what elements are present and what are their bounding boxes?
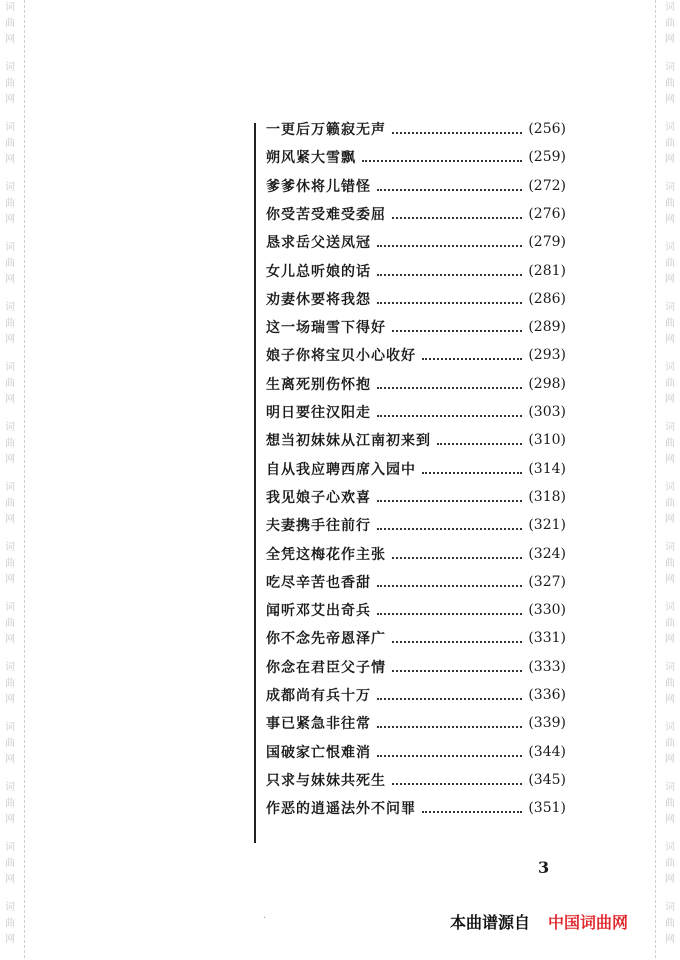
toc-dot-leader: [392, 639, 522, 643]
watermark-glyph: 词: [665, 782, 675, 793]
toc-entry[interactable]: [266, 684, 566, 706]
watermark-glyph: 网: [665, 874, 675, 885]
watermark-stack: [660, 60, 680, 108]
toc-entry-page: (331): [528, 630, 566, 647]
watermark-stack: [0, 540, 20, 588]
watermark-glyph: 曲: [665, 858, 675, 869]
watermark-glyph: 曲: [665, 918, 675, 929]
watermark-stack: [0, 900, 20, 948]
watermark-glyph: 曲: [5, 258, 15, 269]
watermark-glyph: 网: [665, 814, 675, 825]
toc-dot-leader: [392, 555, 522, 559]
watermark-glyph: 曲: [665, 78, 675, 89]
watermark-glyph: 词: [5, 242, 15, 253]
toc-entry-title: 夫妻携手往前行: [266, 518, 371, 535]
watermark-glyph: 词: [665, 542, 675, 553]
toc-entry[interactable]: [266, 231, 566, 253]
watermark-glyph: 词: [5, 302, 15, 313]
toc-entry-page: (314): [528, 460, 566, 477]
toc-entry[interactable]: [266, 401, 566, 423]
watermark-glyph: 网: [665, 334, 675, 345]
watermark-glyph: 网: [5, 214, 15, 225]
watermark-stack: [0, 300, 20, 348]
toc-entry-title: 女儿总听娘的话: [266, 263, 371, 280]
watermark-glyph: 曲: [665, 498, 675, 509]
watermark-glyph: 网: [5, 334, 15, 345]
toc-dot-leader: [377, 724, 522, 728]
toc-entry-title: 劝妻休要将我怨: [266, 291, 371, 308]
toc-entry-page: (286): [528, 290, 566, 307]
watermark-stack: [660, 0, 680, 48]
toc-entry-title: 你不念先帝恩泽广: [266, 631, 386, 648]
toc-dot-leader: [377, 385, 522, 389]
watermark-stack: [660, 600, 680, 648]
toc-entry-title: 只求与妹妹共死生: [266, 772, 386, 789]
watermark-glyph: 网: [5, 814, 15, 825]
toc-entry-page: (276): [528, 205, 566, 222]
toc-entry-page: (298): [528, 375, 566, 392]
watermark-stack: [0, 720, 20, 768]
watermark-glyph: 曲: [5, 18, 15, 29]
toc-entry-page: (344): [528, 743, 566, 760]
watermark-stack: [660, 840, 680, 888]
toc-dot-leader: [392, 781, 522, 785]
watermark-glyph: 词: [665, 842, 675, 853]
toc-entry-title: 作恶的逍遥法外不问罪: [266, 801, 416, 818]
watermark-glyph: 曲: [5, 198, 15, 209]
watermark-glyph: 词: [5, 662, 15, 673]
watermark-glyph: 词: [665, 242, 675, 253]
toc-entry-title: 恳求岳父送凤冠: [266, 235, 371, 252]
toc-entry-title: 朔风紧大雪飘: [266, 150, 356, 167]
toc-entry-page: (318): [528, 488, 566, 505]
watermark-stack: [660, 780, 680, 828]
toc-entry-title: 国破家亡恨难消: [266, 744, 371, 761]
watermark-glyph: 词: [665, 662, 675, 673]
toc-entry-title: 我见娘子心欢喜: [266, 489, 371, 506]
watermark-glyph: 网: [665, 94, 675, 105]
watermark-glyph: 网: [665, 34, 675, 45]
toc-dot-leader: [377, 243, 522, 247]
watermark-glyph: 词: [5, 782, 15, 793]
watermark-glyph: 词: [5, 542, 15, 553]
watermark-stack: [660, 120, 680, 168]
watermark-stack: [0, 360, 20, 408]
watermark-glyph: 曲: [665, 438, 675, 449]
watermark-stack: [660, 300, 680, 348]
watermark-glyph: 词: [5, 482, 15, 493]
toc-entry-page: (293): [528, 347, 566, 364]
watermark-glyph: 曲: [5, 138, 15, 149]
watermark-glyph: 曲: [665, 678, 675, 689]
toc-entry-page: (327): [528, 573, 566, 590]
toc-entry-page: (333): [528, 658, 566, 675]
watermark-glyph: 词: [5, 362, 15, 373]
toc-entry[interactable]: [266, 741, 566, 763]
watermark-stack: [0, 240, 20, 288]
watermark-glyph: 词: [5, 902, 15, 913]
watermark-stack: [660, 420, 680, 468]
watermark-glyph: 词: [5, 842, 15, 853]
watermark-glyph: 词: [665, 482, 675, 493]
watermark-glyph: 词: [665, 182, 675, 193]
toc-dot-leader: [377, 526, 522, 530]
watermark-stack: [0, 600, 20, 648]
toc-entry-title: 事已紧急非往常: [266, 716, 371, 733]
watermark-glyph: 曲: [5, 738, 15, 749]
watermark-glyph: 网: [665, 754, 675, 765]
watermark-stack: [660, 180, 680, 228]
watermark-stack: [0, 480, 20, 528]
toc-entry[interactable]: [266, 429, 566, 451]
watermark-stack: [0, 660, 20, 708]
watermark-glyph: 曲: [5, 78, 15, 89]
toc-dot-leader: [422, 470, 522, 474]
toc-dot-leader: [392, 328, 522, 332]
toc-entry-page: (272): [528, 177, 566, 194]
watermark-glyph: 网: [665, 574, 675, 585]
watermark-glyph: 网: [5, 694, 15, 705]
watermark-stack: [0, 180, 20, 228]
toc-dot-leader: [377, 696, 522, 700]
page-number: 3: [538, 858, 550, 877]
toc-entry-page: (330): [528, 602, 566, 619]
watermark-glyph: 曲: [5, 918, 15, 929]
toc-entry-page: (310): [528, 432, 566, 449]
toc-entry[interactable]: [266, 571, 566, 593]
toc-dot-leader: [437, 441, 522, 445]
toc-dot-leader: [422, 356, 522, 360]
watermark-glyph: 网: [665, 514, 675, 525]
toc-entry[interactable]: [266, 118, 566, 140]
watermark-glyph: 词: [665, 62, 675, 73]
toc-dot-leader: [392, 215, 522, 219]
watermark-glyph: 网: [5, 154, 15, 165]
watermark-glyph: 曲: [665, 318, 675, 329]
toc-entry[interactable]: [266, 769, 566, 791]
watermark-glyph: 网: [5, 754, 15, 765]
toc-entry-page: (339): [528, 715, 566, 732]
toc-entry-page: (281): [528, 262, 566, 279]
watermark-glyph: 曲: [665, 618, 675, 629]
watermark-glyph: 曲: [665, 198, 675, 209]
stray-dot: ·: [263, 913, 267, 924]
watermark-glyph: 网: [665, 634, 675, 645]
toc-entry[interactable]: [266, 712, 566, 734]
watermark-glyph: 词: [5, 2, 15, 13]
toc-dot-leader: [362, 158, 522, 162]
watermark-glyph: 词: [665, 602, 675, 613]
source-note: [450, 910, 628, 933]
watermark-stack: [0, 60, 20, 108]
toc-entry[interactable]: [266, 288, 566, 310]
watermark-glyph: 词: [665, 2, 675, 13]
toc-entry[interactable]: [266, 627, 566, 649]
toc-entry-title: 生离死别伤怀抱: [266, 376, 371, 393]
watermark-glyph: 网: [5, 34, 15, 45]
watermark-glyph: 词: [5, 722, 15, 733]
watermark-column-right: [660, 0, 680, 960]
toc-dot-leader: [377, 300, 522, 304]
watermark-stack: [660, 540, 680, 588]
watermark-glyph: 网: [665, 454, 675, 465]
watermark-glyph: 曲: [665, 798, 675, 809]
watermark-stack: [0, 780, 20, 828]
source-site-link[interactable]: 中国词曲网: [548, 913, 629, 932]
watermark-glyph: 网: [665, 154, 675, 165]
toc-entry[interactable]: [266, 797, 566, 819]
watermark-column-left: [0, 0, 20, 960]
watermark-glyph: 曲: [5, 558, 15, 569]
watermark-glyph: 网: [5, 94, 15, 105]
source-prefix: 本曲谱源自: [450, 913, 531, 932]
watermark-glyph: 曲: [665, 258, 675, 269]
toc-entry-title: 想当初妹妹从江南初来到: [266, 433, 431, 450]
toc-entry[interactable]: [266, 344, 566, 366]
toc-entry-page: (336): [528, 687, 566, 703]
watermark-stack: [0, 840, 20, 888]
toc-entry-page: (289): [528, 319, 566, 336]
watermark-stack: [0, 120, 20, 168]
toc-entry[interactable]: [266, 543, 566, 565]
toc-dot-leader: [377, 753, 522, 757]
toc-entry-page: (345): [528, 771, 566, 788]
watermark-glyph: 词: [665, 722, 675, 733]
watermark-glyph: 曲: [5, 618, 15, 629]
watermark-glyph: 曲: [665, 378, 675, 389]
watermark-glyph: 曲: [5, 798, 15, 809]
watermark-glyph: 词: [5, 182, 15, 193]
watermark-glyph: 网: [5, 394, 15, 405]
toc-entry-page: (303): [528, 404, 566, 420]
toc-entry[interactable]: [266, 260, 566, 282]
watermark-stack: [660, 660, 680, 708]
watermark-glyph: 词: [665, 302, 675, 313]
toc-entry[interactable]: [266, 486, 566, 508]
toc-entry-page: (324): [528, 545, 566, 562]
watermark-glyph: 网: [5, 454, 15, 465]
toc-entry[interactable]: [266, 203, 566, 225]
watermark-glyph: 网: [5, 574, 15, 585]
watermark-glyph: 网: [5, 634, 15, 645]
toc-entry[interactable]: [266, 175, 566, 197]
watermark-glyph: 曲: [5, 438, 15, 449]
toc-dot-leader: [392, 130, 522, 134]
watermark-glyph: 曲: [5, 378, 15, 389]
watermark-glyph: 曲: [5, 858, 15, 869]
toc-entry[interactable]: [266, 373, 566, 395]
toc-entry[interactable]: [266, 599, 566, 621]
watermark-glyph: 曲: [5, 318, 15, 329]
watermark-glyph: 曲: [665, 138, 675, 149]
watermark-glyph: 曲: [5, 498, 15, 509]
toc-entry-title: 全凭这梅花作主张: [266, 546, 386, 563]
watermark-stack: [660, 720, 680, 768]
toc-entry-page: (259): [528, 149, 566, 166]
watermark-glyph: 网: [665, 214, 675, 225]
toc-dot-leader: [377, 583, 522, 587]
watermark-glyph: 网: [665, 694, 675, 705]
watermark-glyph: 网: [665, 934, 675, 945]
toc-dot-leader: [377, 187, 522, 191]
watermark-glyph: 词: [665, 362, 675, 373]
toc-entry[interactable]: [266, 146, 566, 168]
toc-entry-title: 这一场瑞雪下得好: [266, 320, 386, 337]
watermark-glyph: 词: [665, 902, 675, 913]
toc-entry[interactable]: [266, 458, 566, 480]
watermark-glyph: 网: [5, 934, 15, 945]
toc-dot-leader: [377, 272, 522, 276]
watermark-glyph: 曲: [665, 18, 675, 29]
toc-entry-title: 你受苦受难受委屈: [266, 206, 386, 223]
watermark-glyph: 曲: [665, 558, 675, 569]
watermark-stack: [660, 240, 680, 288]
watermark-glyph: 网: [665, 274, 675, 285]
toc-dot-leader: [377, 611, 522, 615]
watermark-glyph: 网: [5, 274, 15, 285]
toc-entry-page: (321): [528, 517, 566, 534]
watermark-glyph: 词: [5, 122, 15, 133]
toc-entry-title: 自从我应聘西席入园中: [266, 461, 416, 478]
watermark-glyph: 网: [665, 394, 675, 405]
watermark-stack: [660, 900, 680, 948]
watermark-glyph: 词: [665, 422, 675, 433]
toc-entry[interactable]: [266, 514, 566, 536]
toc-entry-title: 闻听邓艾出奇兵: [266, 603, 371, 620]
watermark-glyph: 网: [5, 514, 15, 525]
toc-entry[interactable]: [266, 656, 566, 678]
watermark-glyph: 曲: [665, 738, 675, 749]
watermark-glyph: 词: [5, 62, 15, 73]
watermark-stack: [660, 480, 680, 528]
watermark-stack: [660, 360, 680, 408]
toc-dot-leader: [422, 809, 522, 813]
toc-entry-title: 一更后万籁寂无声: [266, 122, 386, 138]
watermark-glyph: 词: [5, 422, 15, 433]
watermark-glyph: 曲: [5, 678, 15, 689]
toc-entry-title: 吃尽辛苦也香甜: [266, 574, 371, 591]
toc-entry-page: (256): [528, 121, 566, 137]
toc-entry-title: 娘子你将宝贝小心收好: [266, 348, 416, 365]
toc-entry-page: (351): [528, 800, 566, 817]
watermark-glyph: 词: [5, 602, 15, 613]
toc-entry-page: (279): [528, 234, 566, 251]
toc-entry-title: 你念在君臣父子情: [266, 659, 386, 676]
watermark-stack: [0, 420, 20, 468]
toc-entry-title: 爹爹休将儿错怪: [266, 178, 371, 195]
toc-entry-title: 明日要往汉阳走: [266, 405, 371, 421]
watermark-glyph: 词: [665, 122, 675, 133]
toc-dot-leader: [377, 413, 522, 417]
watermark-stack: [0, 0, 20, 48]
toc-vertical-rule: [254, 123, 256, 843]
toc-entry-title: 成都尚有兵十万: [266, 688, 371, 704]
toc-dot-leader: [377, 498, 522, 502]
toc-dot-leader: [392, 668, 522, 672]
watermark-glyph: 网: [5, 874, 15, 885]
toc-entry[interactable]: [266, 316, 566, 338]
